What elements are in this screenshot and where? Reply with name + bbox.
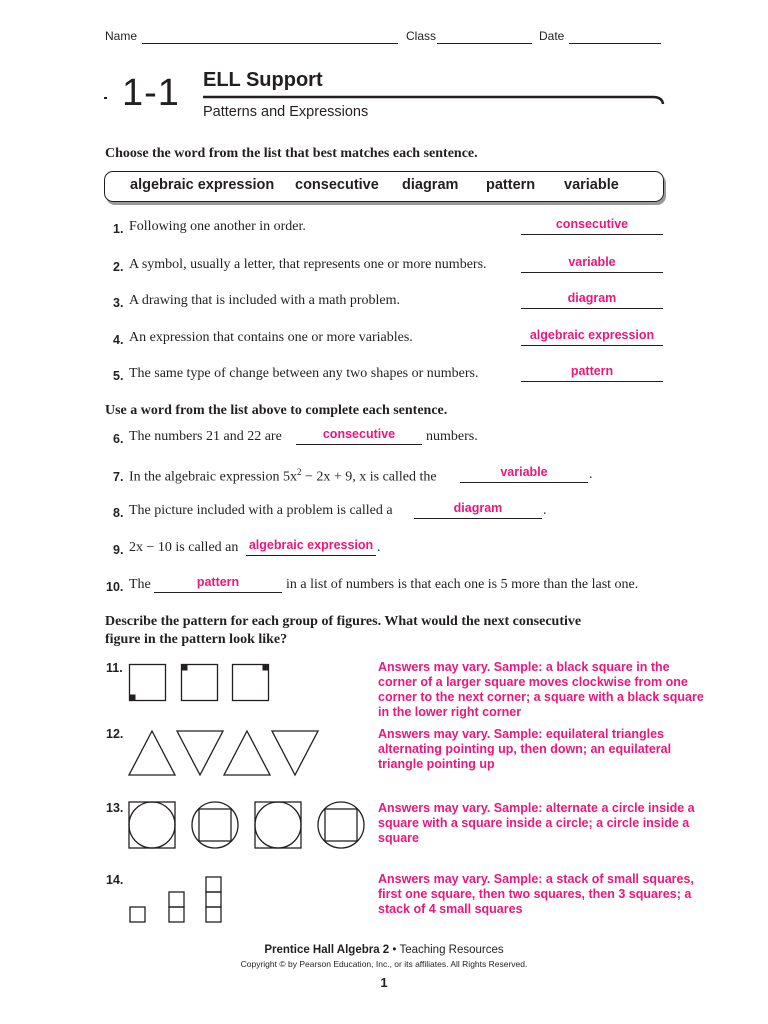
small-square	[130, 907, 145, 922]
square-inside-circle	[199, 809, 231, 841]
copyright: Copyright © by Pearson Education, Inc., or its affiliates. All Rights Reserved.	[240, 959, 528, 969]
question-number: 4.	[113, 333, 124, 347]
word-list-item: diagram	[402, 177, 459, 193]
instruction-line: figure in the pattern look like?	[105, 632, 288, 647]
book-title: Prentice Hall Algebra 2	[264, 944, 390, 956]
question-text: The picture included with a problem is called a	[129, 503, 393, 518]
name-label: Name	[105, 29, 138, 43]
question-number: 2.	[113, 260, 124, 274]
answer-text: Answers may vary. Sample: equilateral triangles alternating pointing up, then down; an equilateral triangle pointing up	[378, 727, 672, 771]
question-text: The numbers 21 and 22 are	[129, 429, 282, 444]
page-number: 1	[380, 975, 388, 990]
instruction-line: Describe the pattern for each group of figures. What would the next consecutive	[105, 614, 582, 629]
figure-triangles-pattern	[128, 729, 323, 777]
question-number: 3.	[113, 296, 124, 310]
answer-text: diagram	[567, 291, 617, 305]
black-corner-square	[130, 695, 136, 701]
question-text: in a list of numbers is that each one is 5 more than the last one.	[286, 577, 639, 592]
circle-inside-square	[255, 802, 301, 848]
question-text: In the algebraic expression $5x^2 - 2x + 9$, x is called the	[129, 467, 437, 485]
question-number: 14.	[106, 873, 124, 887]
question-number: 8.	[113, 506, 124, 520]
word-list-item: variable	[564, 177, 619, 193]
section2-instruction: Use a word from the list above to complete each sentence.	[105, 403, 448, 418]
date-field[interactable]	[569, 29, 661, 44]
question-number: 12.	[106, 727, 124, 741]
word-list-item: consecutive	[295, 177, 379, 193]
small-square	[206, 907, 221, 922]
triangle-down	[272, 731, 318, 775]
triangle-up	[129, 731, 175, 775]
answer-blank[interactable]	[521, 256, 663, 273]
answer-text: consecutive	[555, 217, 629, 231]
footer-source	[0, 944, 768, 956]
word-list-box	[104, 171, 664, 202]
question-number: 1.	[113, 222, 124, 236]
answer-text: pattern	[570, 364, 614, 378]
answer-blank[interactable]	[460, 466, 588, 483]
section3-instruction	[105, 613, 581, 649]
date-label: Date	[539, 29, 565, 43]
answer-blank[interactable]	[521, 218, 663, 235]
section1-instruction: Choose the word from the list that best matches each sentence.	[105, 146, 478, 161]
word-list-item: algebraic expression	[130, 177, 275, 193]
question-number: 6.	[113, 432, 124, 446]
question-text: numbers.	[426, 429, 478, 444]
class-field[interactable]	[437, 29, 532, 44]
question-number: 11.	[106, 661, 123, 675]
answer-blank[interactable]	[414, 502, 542, 519]
small-square	[169, 892, 184, 907]
answer-text: Answers may vary. Sample: a black square in the corner of a larger square moves clockwise from one corner to the next corner; a square with a black square in the lower right corner	[378, 660, 704, 719]
question-number: 9.	[113, 543, 124, 557]
question-number: 10.	[106, 580, 124, 594]
question-text: A drawing that is included with a math problem.	[129, 293, 401, 308]
question-text: .	[377, 540, 381, 555]
answer-blank[interactable]	[521, 365, 663, 382]
triangle-up	[224, 731, 270, 775]
question-number: 5.	[113, 369, 124, 383]
question-text: 2x − 10 is called an	[129, 540, 239, 555]
small-square	[206, 877, 221, 892]
answer-text: algebraic expression	[529, 328, 655, 342]
answer-blank[interactable]	[296, 428, 422, 445]
question-number: 13.	[106, 801, 124, 815]
answer-text: consecutive	[322, 427, 396, 441]
title-tick	[104, 97, 107, 99]
figure-squares-corner-pattern	[128, 663, 273, 703]
question-text: Following one another in order.	[129, 219, 306, 234]
question-text: The same type of change between any two shapes or numbers.	[129, 366, 479, 381]
resource-name: Teaching Resources	[399, 944, 504, 956]
answer-blank[interactable]	[154, 576, 282, 593]
question-text: A symbol, usually a letter, that represents one or more numbers.	[129, 257, 487, 272]
square-inside-circle	[325, 809, 357, 841]
black-corner-square	[182, 665, 188, 671]
small-square	[206, 892, 221, 907]
answer-text: pattern	[196, 575, 240, 589]
name-field[interactable]	[142, 29, 398, 44]
answer-text: diagram	[453, 501, 503, 515]
question-text: The	[129, 577, 151, 592]
question-text: .	[543, 503, 547, 518]
word-list-item: pattern	[486, 177, 536, 193]
question-text: .	[589, 467, 593, 482]
answer-text: Answers may vary. Sample: a stack of small squares, first one square, then two squares, then 3 squares; a stack of 4 small squares	[378, 872, 694, 916]
question-text: An expression that contains one or more variables.	[129, 330, 413, 345]
figure-stacked-squares-pattern	[128, 873, 228, 925]
question-number: 7.	[113, 470, 124, 484]
black-corner-square	[263, 665, 269, 671]
answer-blank[interactable]	[521, 329, 663, 346]
answer-text: variable	[568, 255, 616, 269]
answer-text: Answers may vary. Sample: alternate a circle inside a square with a square inside a circle; a circle inside a square	[378, 801, 695, 845]
small-square	[169, 907, 184, 922]
bullet-separator: •	[392, 944, 397, 956]
figure-circle-square-pattern	[128, 801, 368, 851]
triangle-down	[177, 731, 223, 775]
lesson-subtitle: Patterns and Expressions	[203, 104, 369, 120]
answer-blank[interactable]	[521, 292, 663, 309]
class-label: Class	[406, 29, 437, 43]
lesson-number: 1-1	[122, 72, 180, 114]
answer-text: variable	[500, 465, 548, 479]
answer-blank[interactable]	[246, 539, 376, 556]
lesson-title: ELL Support	[203, 69, 323, 91]
circle-inside-square	[129, 802, 175, 848]
answer-text: algebraic expression	[248, 538, 374, 552]
